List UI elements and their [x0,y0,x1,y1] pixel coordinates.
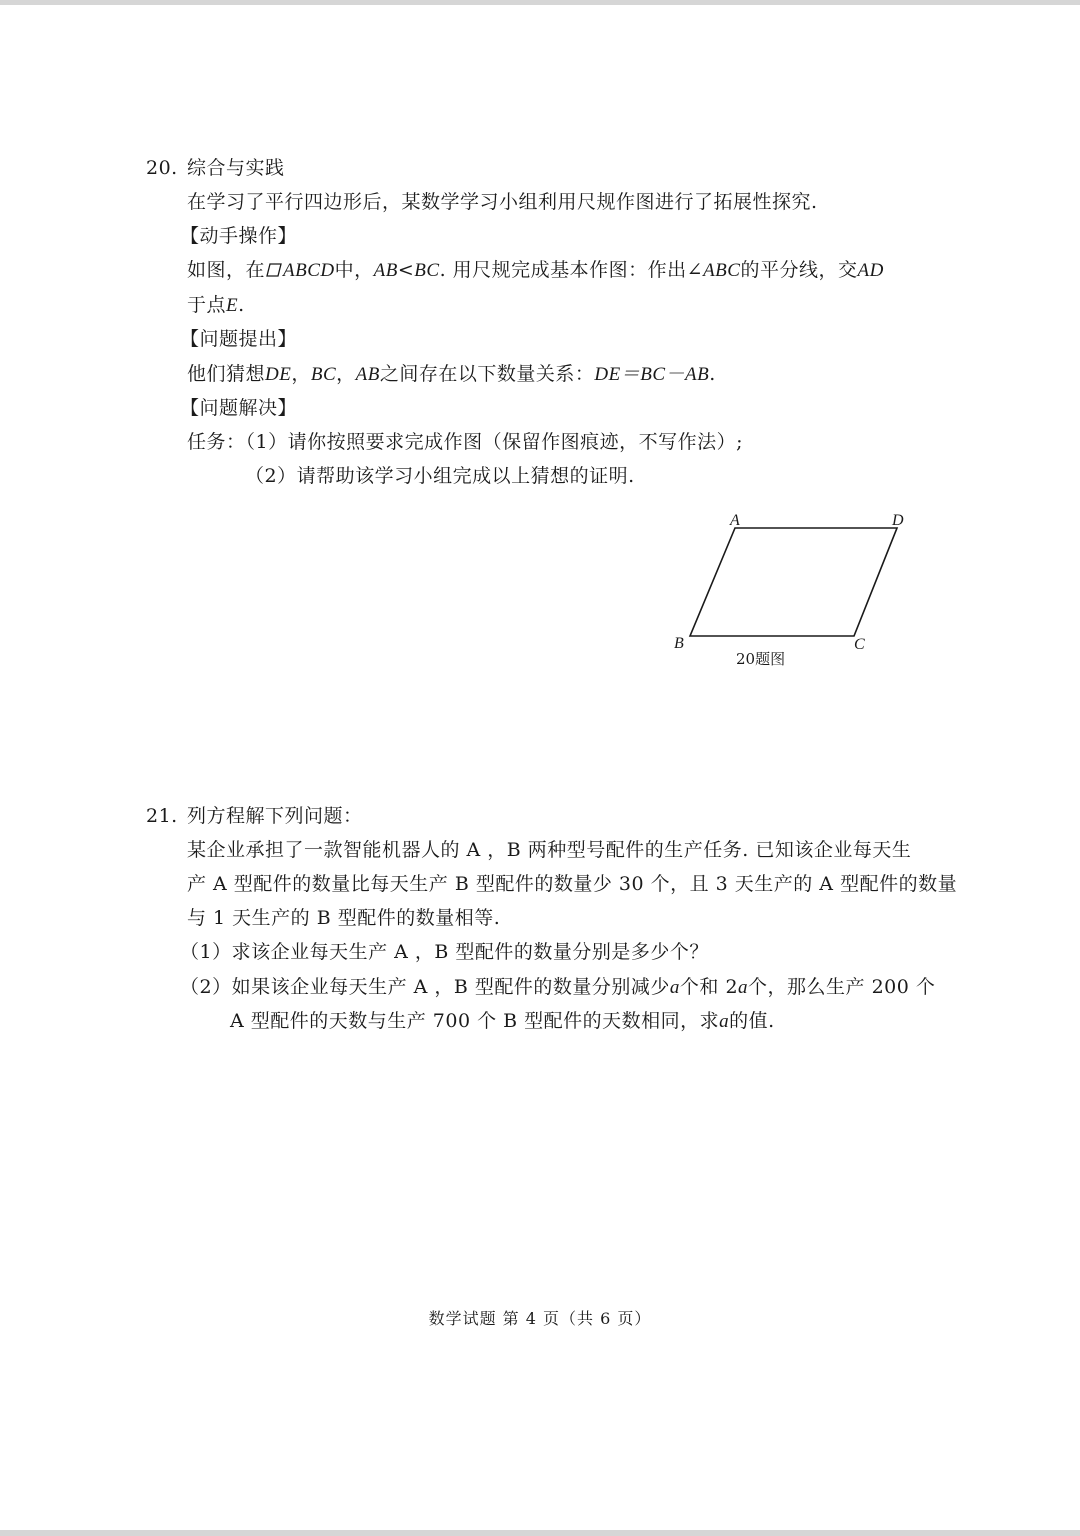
q21-paragraph-line3: 与 1 天生产的 B 型配件的数量相等. [187,907,501,929]
s3-text-c: 的值. [729,1010,775,1032]
conj-text-d: BC [310,364,337,385]
parallelogram-abcd [690,528,897,636]
q20-operation-line2 [187,292,245,319]
q20-section-problem: 【问题提出】 [180,328,298,350]
op-text-d: AB [373,260,398,281]
conj-text-i: . [709,363,716,385]
op-text-j: AD [857,260,884,281]
op-text-b: ABCD [283,260,335,281]
s2-text-a: （2）如果该企业每天生产 A ，B 型配件的数量分别减少 [180,976,670,998]
op-text-h: ∠ABC [686,260,741,281]
q20-operation-line1 [187,257,884,284]
s2-text-d: a [738,977,749,998]
q20-number: 20. [146,157,178,179]
s3-text-a: A 型配件的天数与生产 700 个 B 型配件的天数相同，求 [230,1010,720,1032]
vertex-label-d: D [892,512,904,529]
parallelogram-symbol-icon [266,258,282,272]
q21-paragraph-line1: 某企业承担了一款智能机器人的 A ，B 两种型号配件的生产任务. 已知该企业每天生 [187,839,912,861]
s2-text-b: a [669,977,680,998]
q20-intro: 在学习了平行四边形后，某数学学习小组利用尺规作图进行了拓展性探究. [187,191,818,213]
conj-text-a: 他们猜想 [187,363,266,385]
page-footer: 数学试题 第 4 页（共 6 页） [428,1309,652,1328]
vertex-label-a: A [730,512,740,529]
q20-task1: 任务：（1）请你按照要求完成作图（保留作图痕迹，不写作法）; [187,431,743,453]
conj-text-g: 之间存在以下数量关系： [379,363,595,385]
conj-text-e: ， [336,363,356,385]
page-bottom-edge [0,1530,1080,1536]
q20-conjecture [187,361,716,388]
q20-section-solution: 【问题解决】 [180,397,298,419]
op-text-i: 的平分线，交 [740,259,858,281]
op-text-c: 中， [334,259,374,281]
figure-caption: 20题图 [736,650,786,668]
conj-text-b: DE [265,364,292,385]
q21-subquestion2-line1 [180,974,935,1001]
op2-text-a: 于点 [187,294,227,316]
q21-subquestion1: （1）求该企业每天生产 A ，B 型配件的数量分别是多少个？ [180,941,709,963]
parallelogram-figure [660,500,930,680]
q21-paragraph-line2: 产 A 型配件的数量比每天生产 B 型配件的数量少 30 个，且 3 天生产的 A 型配件的数量 [187,873,958,895]
vertex-label-b: B [674,635,684,652]
q20-section-hands-on: 【动手操作】 [180,225,298,247]
conj-text-h: DE＝BC－AB [594,364,710,385]
conj-text-c: ， [291,363,311,385]
s3-text-b: a [719,1011,730,1032]
page-top-edge [0,0,1080,5]
op-text-e: < [397,259,415,281]
s2-text-c: 个和 2 [679,976,739,998]
q20-title: 综合与实践 [187,157,285,179]
vertex-label-c: C [854,636,865,653]
conj-text-f: AB [355,364,380,385]
op2-text-c: . [238,294,245,316]
op-text-a: 如图，在 [187,259,266,281]
q20-task2: （2）请帮助该学习小组完成以上猜想的证明. [245,465,635,487]
q21-subquestion2-line2 [230,1008,775,1035]
op-text-f: BC [414,260,440,281]
s2-text-e: 个，那么生产 200 个 [748,976,936,998]
q21-number: 21. [146,805,178,827]
op-text-g: . 用尺规完成基本作图：作出 [439,259,687,281]
op2-text-b: E [226,295,239,316]
q21-title: 列方程解下列问题： [187,805,363,827]
